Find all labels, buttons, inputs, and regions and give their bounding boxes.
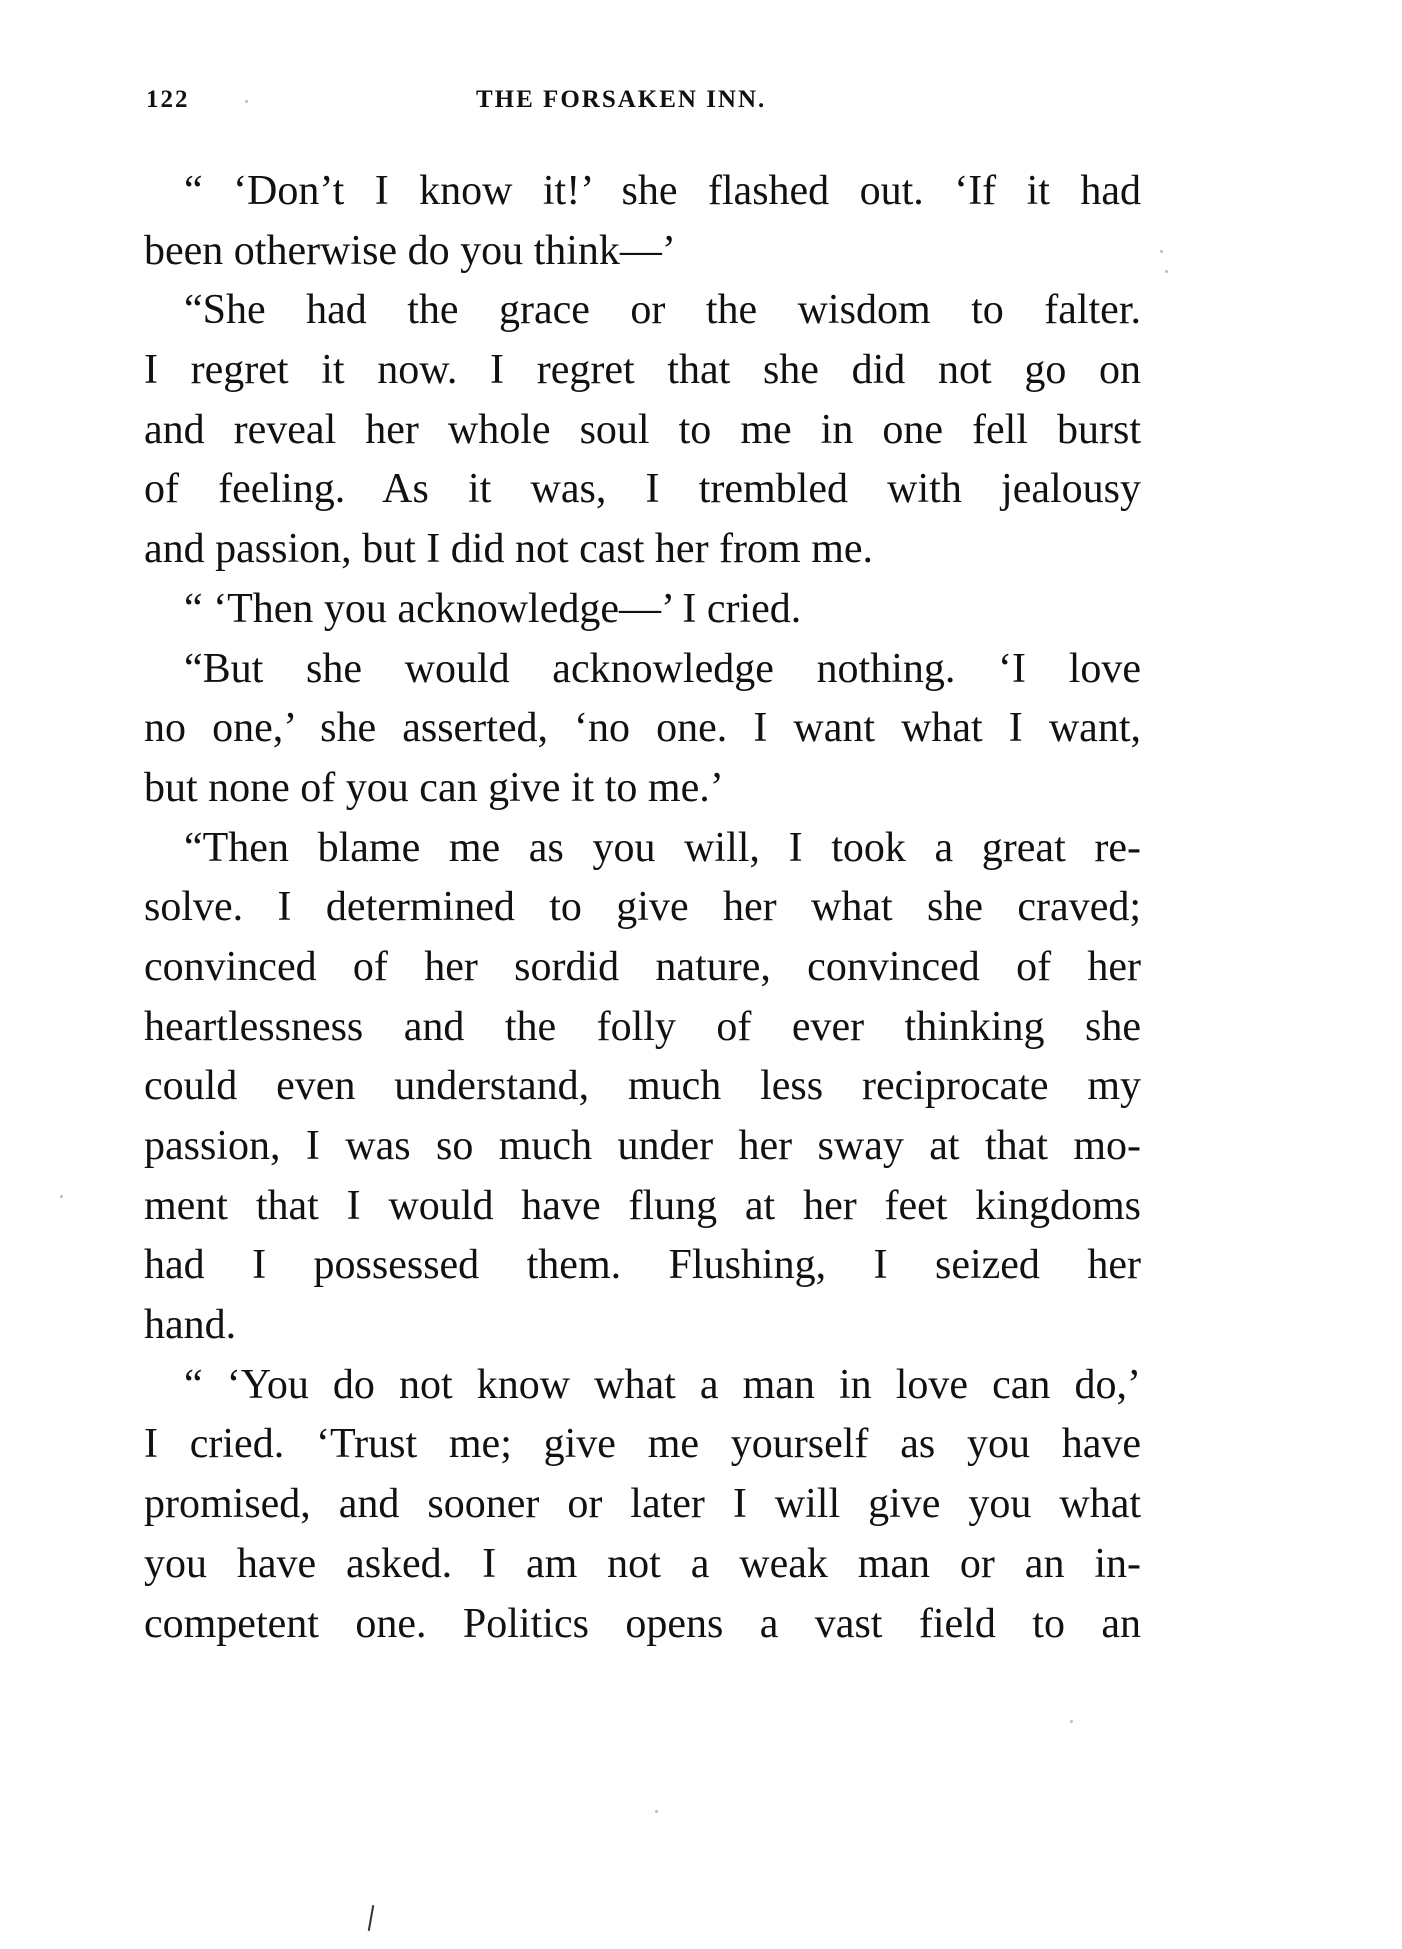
text-line: convinced of her sordid nature, convinced of her <box>144 943 1141 990</box>
text-line: but none of you can give it to me.’ <box>144 764 724 811</box>
text-line: solve. I determined to give her what she craved; <box>144 884 1141 931</box>
running-title: THE FORSAKEN INN. <box>476 86 767 113</box>
paper-speck <box>655 1810 658 1813</box>
text-line: “ ‘You do not know what a man in love can do,’ <box>184 1361 1141 1408</box>
text-line: had I possessed them. Flushing, I seized her <box>144 1242 1141 1289</box>
text-line: “ ‘Don’t I know it!’ she flashed out. ‘If it had <box>184 168 1141 214</box>
text-line: I regret it now. I regret that she did not go on <box>144 347 1141 394</box>
text-line: you have asked. I am not a weak man or an in- <box>144 1540 1141 1587</box>
page-number: 122 <box>146 86 190 113</box>
paper-speck <box>60 1195 63 1198</box>
text-line: heartlessness and the folly of ever thinking she <box>144 1003 1141 1050</box>
text-line: “ ‘Then you acknowledge—’ I cried. <box>184 585 802 632</box>
text-line: been otherwise do you think—’ <box>144 227 676 274</box>
text-line: I cried. ‘Trust me; give me yourself as you have <box>144 1421 1141 1468</box>
text-line: hand. <box>144 1302 237 1349</box>
page-header <box>146 86 1146 126</box>
paper-speck <box>1165 270 1168 273</box>
text-line: could even understand, much less reciprocate my <box>144 1063 1141 1110</box>
text-line: “But she would acknowledge nothing. ‘I love <box>184 645 1141 692</box>
text-line: promised, and sooner or later I will give you what <box>144 1481 1141 1528</box>
text-line: passion, I was so much under her sway at that mo- <box>144 1123 1141 1169</box>
body-text <box>144 162 1141 1654</box>
text-line: ment that I would have flung at her feet kingdoms <box>144 1182 1141 1229</box>
text-line: no one,’ she asserted, ‘no one. I want what I want, <box>144 705 1141 752</box>
text-line: competent one. Politics opens a vast field to an <box>144 1600 1141 1647</box>
paper-speck <box>245 100 248 103</box>
text-line: and reveal her whole soul to me in one fell burst <box>144 406 1141 453</box>
paper-speck <box>1070 1720 1073 1723</box>
text-line: “Then blame me as you will, I took a great re- <box>184 824 1141 871</box>
text-line: and passion, but I did not cast her from me. <box>144 526 874 573</box>
text-line: of feeling. As it was, I trembled with jealousy <box>144 466 1141 513</box>
ink-mark <box>368 1905 374 1931</box>
paper-speck <box>1160 250 1163 253</box>
text-line: “She had the grace or the wisdom to falter. <box>184 287 1141 334</box>
